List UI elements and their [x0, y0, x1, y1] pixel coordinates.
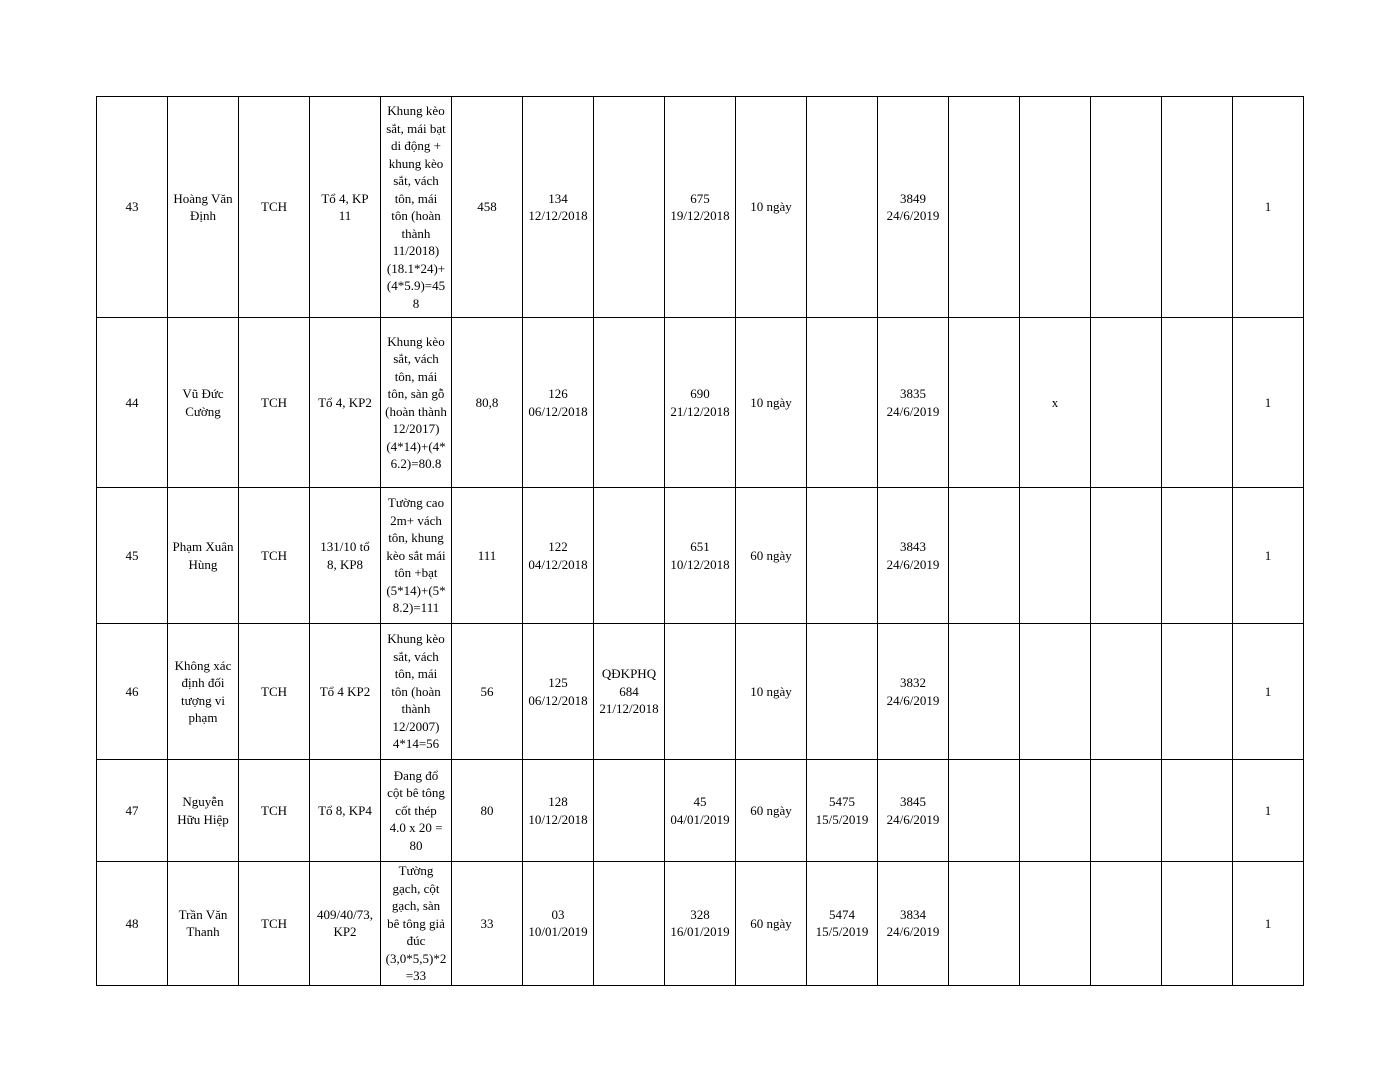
cell-count: 1: [1233, 97, 1304, 318]
cell-col13: [949, 862, 1020, 986]
cell-deadline: 10 ngày: [736, 318, 807, 488]
cell-description: Đang đổ cột bê tông cốt thép 4.0 x 20 = 80: [381, 760, 452, 862]
cell-description: Khung kèo sắt, mái bạt di động + khung kèo sắt, vách tôn, mái tôn (hoàn thành 11/2018) (18.1*24)+ (4*5.9)=45 8: [381, 97, 452, 318]
cell-enforce: [807, 97, 878, 318]
cell-col14: x: [1020, 318, 1091, 488]
cell-decision-a: [594, 318, 665, 488]
cell-area: 458: [452, 97, 523, 318]
cell-report: 3843 24/6/2019: [878, 488, 949, 624]
cell-col16: [1162, 97, 1233, 318]
cell-col16: [1162, 862, 1233, 986]
cell-record: 128 10/12/2018: [523, 760, 594, 862]
cell-area: 56: [452, 624, 523, 760]
cell-col14: [1020, 862, 1091, 986]
cell-count: 1: [1233, 488, 1304, 624]
cell-name: Không xác định đối tượng vi phạm: [168, 624, 239, 760]
cell-record: 03 10/01/2019: [523, 862, 594, 986]
table-row: [97, 488, 1304, 624]
cell-decision-a: [594, 760, 665, 862]
cell-area: 80: [452, 760, 523, 862]
violation-table: [96, 96, 1304, 986]
cell-area: 33: [452, 862, 523, 986]
cell-col16: [1162, 624, 1233, 760]
cell-area: 80,8: [452, 318, 523, 488]
cell-deadline: 60 ngày: [736, 760, 807, 862]
cell-address: 409/40/73, KP2: [310, 862, 381, 986]
cell-decision-b: 690 21/12/2018: [665, 318, 736, 488]
cell-enforce: 5475 15/5/2019: [807, 760, 878, 862]
cell-enforce: [807, 488, 878, 624]
cell-col15: [1091, 862, 1162, 986]
cell-stt: 45: [97, 488, 168, 624]
cell-deadline: 10 ngày: [736, 97, 807, 318]
cell-address: Tổ 4 KP2: [310, 624, 381, 760]
cell-decision-a: QĐKPHQ 684 21/12/2018: [594, 624, 665, 760]
cell-stt: 48: [97, 862, 168, 986]
cell-record: 125 06/12/2018: [523, 624, 594, 760]
cell-deadline: 60 ngày: [736, 488, 807, 624]
cell-decision-a: [594, 488, 665, 624]
cell-enforce: [807, 318, 878, 488]
cell-report: 3832 24/6/2019: [878, 624, 949, 760]
cell-col14: [1020, 488, 1091, 624]
cell-description: Tường gạch, cột gạch, sàn bê tông giả đúc (3,0*5,5)*2 =33: [381, 862, 452, 986]
table-row: [97, 624, 1304, 760]
cell-area: 111: [452, 488, 523, 624]
cell-record: 126 06/12/2018: [523, 318, 594, 488]
cell-stt: 43: [97, 97, 168, 318]
cell-decision-a: [594, 97, 665, 318]
cell-name: Nguyễn Hữu Hiệp: [168, 760, 239, 862]
cell-col13: [949, 488, 1020, 624]
cell-col14: [1020, 97, 1091, 318]
cell-col15: [1091, 760, 1162, 862]
cell-col13: [949, 97, 1020, 318]
cell-name: Hoàng Văn Định: [168, 97, 239, 318]
cell-unit: TCH: [239, 488, 310, 624]
cell-decision-b: 651 10/12/2018: [665, 488, 736, 624]
cell-stt: 44: [97, 318, 168, 488]
table-row: [97, 318, 1304, 488]
table-row: [97, 862, 1304, 986]
table-row: [97, 97, 1304, 318]
table-row: [97, 760, 1304, 862]
cell-record: 122 04/12/2018: [523, 488, 594, 624]
cell-unit: TCH: [239, 624, 310, 760]
cell-decision-b: 675 19/12/2018: [665, 97, 736, 318]
cell-decision-a: [594, 862, 665, 986]
cell-decision-b: 45 04/01/2019: [665, 760, 736, 862]
cell-stt: 47: [97, 760, 168, 862]
cell-count: 1: [1233, 862, 1304, 986]
cell-enforce: [807, 624, 878, 760]
cell-description: Tường cao 2m+ vách tôn, khung kèo sắt mái tôn +bạt (5*14)+(5* 8.2)=111: [381, 488, 452, 624]
cell-col13: [949, 318, 1020, 488]
cell-col15: [1091, 488, 1162, 624]
cell-report: 3849 24/6/2019: [878, 97, 949, 318]
cell-col14: [1020, 760, 1091, 862]
cell-col15: [1091, 624, 1162, 760]
cell-report: 3845 24/6/2019: [878, 760, 949, 862]
cell-col15: [1091, 97, 1162, 318]
cell-description: Khung kèo sắt, vách tôn, mái tôn, sàn gỗ (hoàn thành 12/2017) (4*14)+(4* 6.2)=80.8: [381, 318, 452, 488]
cell-count: 1: [1233, 760, 1304, 862]
cell-report: 3834 24/6/2019: [878, 862, 949, 986]
cell-address: Tổ 4, KP 11: [310, 97, 381, 318]
cell-name: Trần Văn Thanh: [168, 862, 239, 986]
cell-col16: [1162, 760, 1233, 862]
cell-deadline: 10 ngày: [736, 624, 807, 760]
cell-col14: [1020, 624, 1091, 760]
cell-col16: [1162, 488, 1233, 624]
cell-col15: [1091, 318, 1162, 488]
cell-unit: TCH: [239, 97, 310, 318]
cell-decision-b: [665, 624, 736, 760]
cell-name: Vũ Đức Cường: [168, 318, 239, 488]
cell-record: 134 12/12/2018: [523, 97, 594, 318]
cell-col13: [949, 760, 1020, 862]
cell-decision-b: 328 16/01/2019: [665, 862, 736, 986]
cell-description: Khung kèo sắt, vách tôn, mái tôn (hoàn thành 12/2007) 4*14=56: [381, 624, 452, 760]
cell-unit: TCH: [239, 760, 310, 862]
cell-address: Tổ 4, KP2: [310, 318, 381, 488]
cell-count: 1: [1233, 318, 1304, 488]
cell-report: 3835 24/6/2019: [878, 318, 949, 488]
cell-unit: TCH: [239, 318, 310, 488]
cell-address: Tổ 8, KP4: [310, 760, 381, 862]
cell-col16: [1162, 318, 1233, 488]
cell-deadline: 60 ngày: [736, 862, 807, 986]
cell-col13: [949, 624, 1020, 760]
cell-stt: 46: [97, 624, 168, 760]
cell-name: Phạm Xuân Hùng: [168, 488, 239, 624]
cell-address: 131/10 tổ 8, KP8: [310, 488, 381, 624]
cell-unit: TCH: [239, 862, 310, 986]
cell-count: 1: [1233, 624, 1304, 760]
cell-enforce: 5474 15/5/2019: [807, 862, 878, 986]
